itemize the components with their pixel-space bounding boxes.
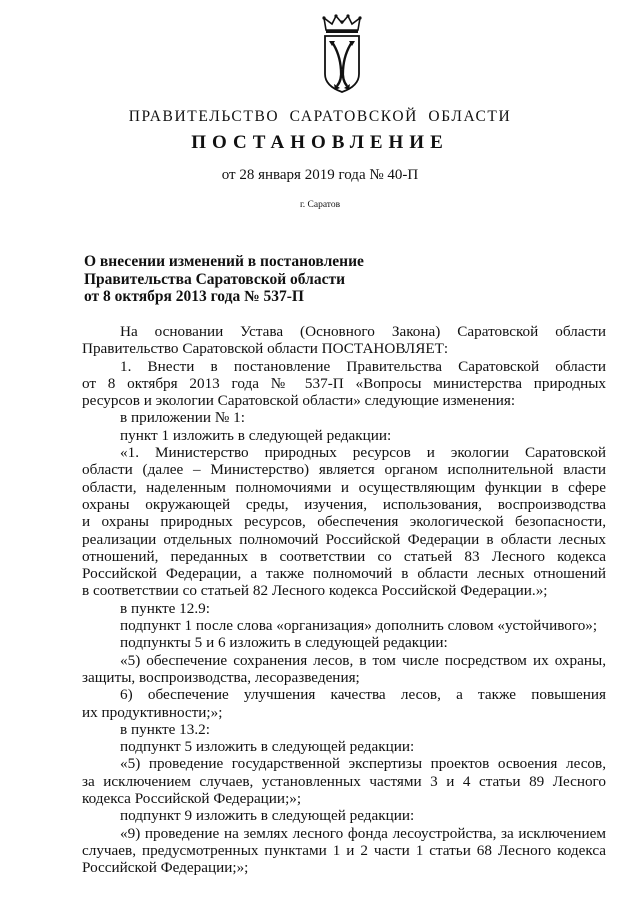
body-line: в пункте 12.9: [120,599,210,617]
body-line: области, наделенным полномочиями и осуществляющим функции в сфере [82,478,606,496]
body-line: подпункты 5 и 6 изложить в следующей редакции: [120,634,448,652]
resolution-body [82,323,606,877]
body-line: подпункт 9 изложить в следующей редакции: [120,807,415,825]
body-line: области (далее – Министерство) является органом исполнительной власти [82,461,606,479]
body-line: Российской Федерации;»; [82,859,249,877]
body-line: «5) проведение государственной экспертизы проектов освоения лесов, [120,755,606,773]
body-line: реализации отдельных полномочий Российской Федерации в области лесных [82,530,606,548]
body-line: Правительство Саратовской области ПОСТАНОВЛЯЕТ: [82,340,449,358]
body-line: «9) проведение на землях лесного фонда лесоустройства, за исключением [120,824,606,842]
body-line: 6) обеспечение улучшения качества лесов, а также повышения [120,686,606,704]
body-line: от 8 октября 2013 года № 537-П «Вопросы министерства природных [82,374,606,392]
body-line: «1. Министерство природных ресурсов и экологии Саратовской [120,444,606,462]
government-name: ПРАВИТЕЛЬСТВО САРАТОВСКОЙ ОБЛАСТИ [128,108,512,125]
body-line: охраны окружающей среды, изучения, использования, воспроизводства [82,495,606,513]
body-line: подпункт 5 изложить в следующей редакции: [120,738,415,756]
body-line: «5) обеспечение сохранения лесов, в том числе посредством их охраны, [120,651,606,669]
body-line: 1. Внести в постановление Правительства Саратовской области [120,357,606,375]
body-line: кодекса Российской Федерации;»; [82,790,302,808]
document-date-number: от 28 января 2019 года № 40-П [221,167,419,183]
body-line: отношений, переданных в соответствии со статьей 83 Лесного кодекса [82,547,606,565]
body-line: ресурсов и экологии Саратовской области» следующие изменения: [82,392,516,410]
body-line: в пункте 13.2: [120,720,210,738]
resolution-title [84,253,364,306]
body-line: подпункт 1 после слова «организация» дополнить словом «устойчивого»; [120,617,598,635]
resolution-title-line: О внесении изменений в постановление [84,253,364,270]
body-line: Российской Федерации, а также полномочий в области лесных отношений [82,565,606,583]
body-line: пункт 1 изложить в следующей редакции: [120,426,392,444]
body-line: в соответствии со статьей 82 Лесного кодекса Российской Федерации.»; [82,582,548,600]
body-line: защиты, воспроизводства, лесоразведения; [82,668,360,686]
document-type-title: ПОСТАНОВЛЕНИЕ [191,132,449,153]
body-line: случаев, предусмотренных пунктами 1 и 2 части 1 статьи 68 Лесного кодекса [82,841,606,859]
resolution-title-line: от 8 октября 2013 года № 537-П [84,288,304,305]
body-line: их продуктивности;»; [82,703,223,721]
saratov-coat-of-arms-emblem [320,14,364,94]
body-line: и охраны природных ресурсов, обеспечения экологической безопасности, [82,513,606,531]
body-line: за исключением случаев, установленных частями 3 и 4 статьи 89 Лесного [82,772,606,790]
body-line: в приложении № 1: [120,409,245,427]
resolution-title-line: Правительства Саратовской области [84,270,345,288]
body-line: На основании Устава (Основного Закона) Саратовской области [120,323,606,340]
document-city: г. Саратов [299,200,341,210]
